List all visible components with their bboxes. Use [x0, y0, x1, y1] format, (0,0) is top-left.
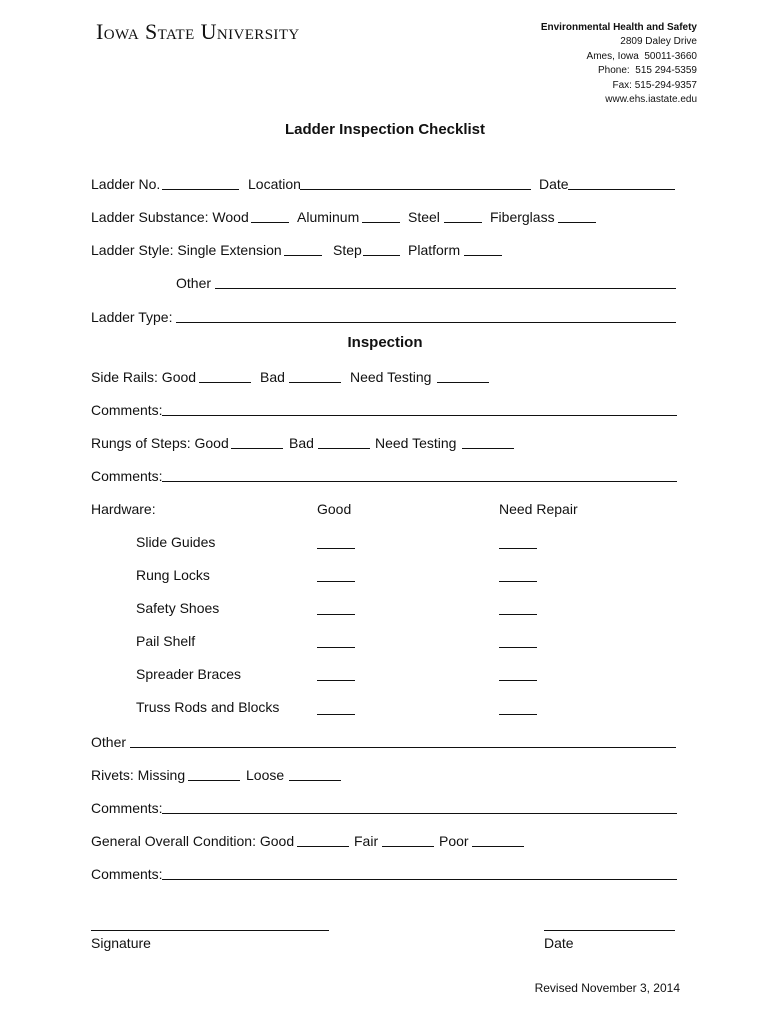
side-rails-need-testing-field[interactable]: [437, 382, 489, 383]
aluminum-field[interactable]: [362, 222, 400, 223]
hardware-item: Slide Guides: [136, 534, 216, 550]
side-rails-good-field[interactable]: [199, 382, 251, 383]
overall-condition-label: General Overall Condition: Good: [91, 833, 295, 849]
signature-field[interactable]: [91, 930, 329, 931]
comments-field[interactable]: [162, 813, 677, 814]
overall-good-field[interactable]: [297, 846, 349, 847]
ladder-no-field[interactable]: [162, 189, 239, 190]
hardware-item: Safety Shoes: [136, 600, 220, 616]
rung-locks-repair-field[interactable]: [499, 581, 537, 582]
university-logo: [96, 19, 300, 45]
hardware-label: Hardware:: [91, 501, 156, 517]
steel-field[interactable]: [444, 222, 482, 223]
spreader-braces-good-field[interactable]: [317, 680, 355, 681]
comments-label: Comments:: [91, 402, 163, 418]
rungs-need-testing-label: Need Testing: [375, 435, 457, 451]
phone-number: Phone: 515 294-5359: [598, 65, 697, 77]
side-rails-bad-field[interactable]: [289, 382, 341, 383]
pail-shelf-good-field[interactable]: [317, 647, 355, 648]
fiberglass-field[interactable]: [558, 222, 596, 223]
signature-label: Signature: [91, 935, 151, 951]
side-rails-label: Side Rails: Good: [91, 369, 197, 385]
department-address-block: [541, 21, 697, 107]
rungs-bad-label: Bad: [289, 435, 314, 451]
slide-guides-good-field[interactable]: [317, 548, 355, 549]
rivets-missing-field[interactable]: [188, 780, 240, 781]
city-state-zip: Ames, Iowa 50011-3660: [586, 50, 697, 62]
hardware-good-column: Good: [317, 501, 352, 517]
slide-guides-repair-field[interactable]: [499, 548, 537, 549]
substance-label: Ladder Substance: Wood: [91, 209, 249, 225]
logo-text: Iowa State University: [96, 19, 300, 44]
signature-date-label: Date: [544, 935, 574, 951]
pail-shelf-repair-field[interactable]: [499, 647, 537, 648]
location-field[interactable]: [300, 189, 531, 190]
comments-field[interactable]: [162, 879, 677, 880]
hardware-item: Spreader Braces: [136, 666, 242, 682]
street-address: 2809 Daley Drive: [620, 36, 697, 48]
rung-locks-good-field[interactable]: [317, 581, 355, 582]
overall-fair-label: Fair: [354, 833, 379, 849]
truss-rods-good-field[interactable]: [317, 714, 355, 715]
inspection-heading: Inspection: [347, 334, 423, 351]
other-style-field[interactable]: [215, 288, 676, 289]
fax-number: Fax: 515-294-9357: [612, 79, 697, 91]
comments-label: Comments:: [91, 468, 163, 484]
safety-shoes-repair-field[interactable]: [499, 614, 537, 615]
spreader-braces-repair-field[interactable]: [499, 680, 537, 681]
date-field[interactable]: [568, 189, 675, 190]
steel-label: Steel: [408, 209, 440, 225]
fiberglass-label: Fiberglass: [490, 209, 555, 225]
department-name: Environmental Health and Safety: [540, 22, 697, 33]
hardware-need-repair-column: Need Repair: [499, 501, 578, 517]
rungs-bad-field[interactable]: [318, 448, 370, 449]
single-extension-field[interactable]: [284, 255, 322, 256]
side-rails-bad-label: Bad: [260, 369, 285, 385]
safety-shoes-good-field[interactable]: [317, 614, 355, 615]
platform-field[interactable]: [464, 255, 502, 256]
website-url: www.ehs.iastate.edu: [605, 94, 697, 106]
overall-poor-field[interactable]: [472, 846, 524, 847]
rungs-label: Rungs of Steps: Good: [91, 435, 229, 451]
ladder-type-field[interactable]: [176, 322, 676, 323]
other-hardware-field[interactable]: [130, 747, 676, 748]
hardware-item: Rung Locks: [136, 567, 210, 583]
comments-field[interactable]: [162, 481, 677, 482]
hardware-item: Pail Shelf: [136, 633, 196, 649]
form-title: Ladder Inspection Checklist: [284, 121, 486, 138]
comments-label: Comments:: [91, 866, 163, 882]
rivets-loose-label: Loose: [246, 767, 285, 783]
revision-date: Revised November 3, 2014: [534, 981, 680, 995]
platform-label: Platform: [408, 242, 461, 258]
ladder-no-label: Ladder No.: [91, 176, 161, 192]
truss-rods-repair-field[interactable]: [499, 714, 537, 715]
ladder-type-label: Ladder Type:: [91, 309, 173, 325]
wood-field[interactable]: [251, 222, 289, 223]
other-hardware-label: Other: [91, 734, 127, 750]
rivets-label: Rivets: Missing: [91, 767, 186, 783]
step-field[interactable]: [363, 255, 400, 256]
signature-date-field[interactable]: [544, 930, 675, 931]
overall-fair-field[interactable]: [382, 846, 434, 847]
comments-field[interactable]: [162, 415, 677, 416]
side-rails-need-testing-label: Need Testing: [350, 369, 432, 385]
hardware-item: Truss Rods and Blocks: [136, 699, 280, 715]
comments-label: Comments:: [91, 800, 163, 816]
location-label: Location: [248, 176, 301, 192]
rungs-good-field[interactable]: [231, 448, 283, 449]
style-label: Ladder Style: Single Extension: [91, 242, 282, 258]
overall-poor-label: Poor: [439, 833, 469, 849]
aluminum-label: Aluminum: [297, 209, 360, 225]
rungs-need-testing-field[interactable]: [462, 448, 514, 449]
step-label: Step: [333, 242, 362, 258]
rivets-loose-field[interactable]: [289, 780, 341, 781]
date-label: Date: [539, 176, 569, 192]
other-style-label: Other: [176, 275, 212, 291]
